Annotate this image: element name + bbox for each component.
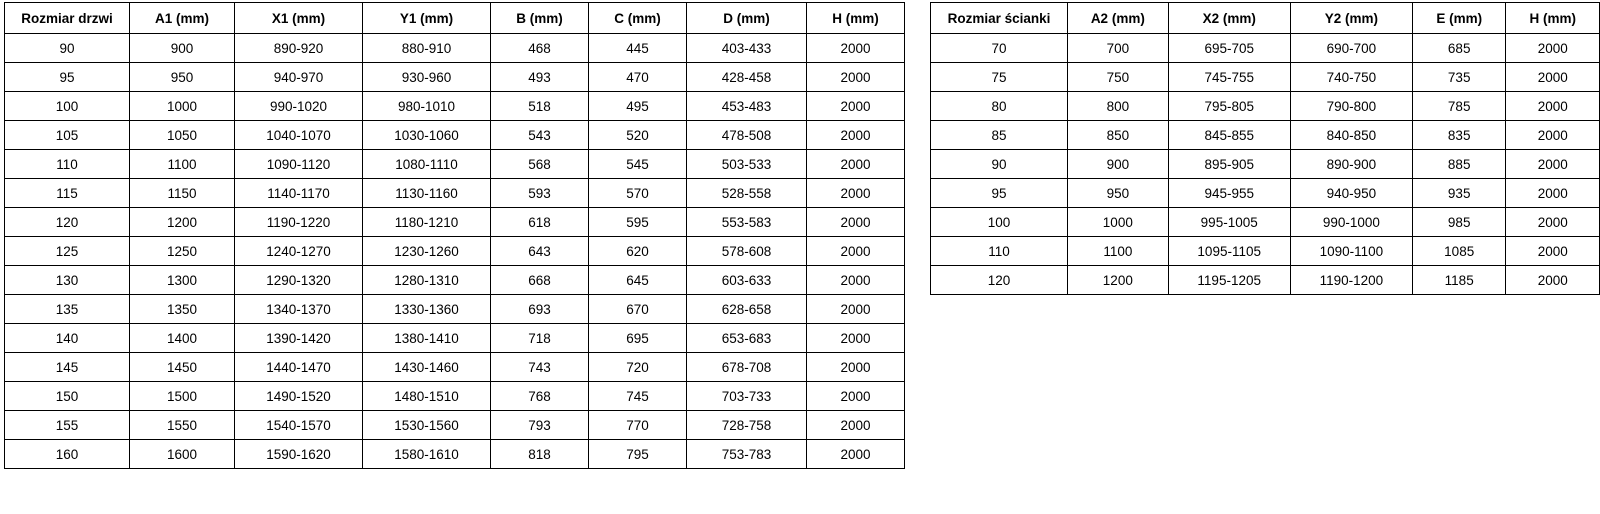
doors-cell: 115 xyxy=(5,179,130,208)
walls-column-header: X2 (mm) xyxy=(1168,3,1290,34)
doors-cell: 1440-1470 xyxy=(235,353,363,382)
walls-cell: 990-1000 xyxy=(1290,208,1412,237)
table-body xyxy=(931,34,1600,295)
walls-cell: 800 xyxy=(1068,92,1169,121)
table-row xyxy=(5,353,905,382)
doors-cell: 2000 xyxy=(807,92,905,121)
doors-cell: 1250 xyxy=(130,237,235,266)
doors-cell: 743 xyxy=(491,353,589,382)
doors-cell: 125 xyxy=(5,237,130,266)
doors-cell: 145 xyxy=(5,353,130,382)
walls-cell: 735 xyxy=(1412,63,1505,92)
walls-cell: 2000 xyxy=(1506,208,1600,237)
doors-cell: 1300 xyxy=(130,266,235,295)
doors-cell: 445 xyxy=(589,34,687,63)
doors-cell: 1130-1160 xyxy=(363,179,491,208)
walls-cell: 1185 xyxy=(1412,266,1505,295)
doors-cell: 1480-1510 xyxy=(363,382,491,411)
table-row xyxy=(5,179,905,208)
doors-cell: 900 xyxy=(130,34,235,63)
walls-cell: 940-950 xyxy=(1290,179,1412,208)
doors-cell: 478-508 xyxy=(687,121,807,150)
doors-cell: 403-433 xyxy=(687,34,807,63)
table-row xyxy=(5,324,905,353)
walls-cell: 695-705 xyxy=(1168,34,1290,63)
walls-column-header: Rozmiar ścianki xyxy=(931,3,1068,34)
doors-cell: 543 xyxy=(491,121,589,150)
walls-cell: 790-800 xyxy=(1290,92,1412,121)
doors-cell: 980-1010 xyxy=(363,92,491,121)
doors-cell: 1090-1120 xyxy=(235,150,363,179)
table-row xyxy=(5,208,905,237)
doors-cell: 2000 xyxy=(807,440,905,469)
doors-cell: 1080-1110 xyxy=(363,150,491,179)
walls-dimensions-table-container xyxy=(930,2,1600,295)
doors-cell: 428-458 xyxy=(687,63,807,92)
walls-cell: 950 xyxy=(1068,179,1169,208)
doors-cell: 1280-1310 xyxy=(363,266,491,295)
doors-column-header: B (mm) xyxy=(491,3,589,34)
doors-cell: 1530-1560 xyxy=(363,411,491,440)
table-row xyxy=(5,295,905,324)
doors-cell: 155 xyxy=(5,411,130,440)
walls-cell: 1200 xyxy=(1068,266,1169,295)
doors-cell: 503-533 xyxy=(687,150,807,179)
table-row xyxy=(931,121,1600,150)
doors-cell: 140 xyxy=(5,324,130,353)
walls-cell: 850 xyxy=(1068,121,1169,150)
walls-cell: 750 xyxy=(1068,63,1169,92)
doors-cell: 618 xyxy=(491,208,589,237)
table-row xyxy=(5,150,905,179)
walls-cell: 2000 xyxy=(1506,150,1600,179)
doors-cell: 453-483 xyxy=(687,92,807,121)
doors-cell: 1030-1060 xyxy=(363,121,491,150)
table-row xyxy=(931,179,1600,208)
table-row xyxy=(931,237,1600,266)
walls-cell: 100 xyxy=(931,208,1068,237)
doors-cell: 1190-1220 xyxy=(235,208,363,237)
doors-cell: 603-633 xyxy=(687,266,807,295)
walls-cell: 75 xyxy=(931,63,1068,92)
walls-cell: 2000 xyxy=(1506,121,1600,150)
doors-cell: 160 xyxy=(5,440,130,469)
doors-cell: 130 xyxy=(5,266,130,295)
doors-cell: 1000 xyxy=(130,92,235,121)
doors-cell: 2000 xyxy=(807,34,905,63)
doors-cell: 643 xyxy=(491,237,589,266)
doors-cell: 100 xyxy=(5,92,130,121)
doors-cell: 2000 xyxy=(807,382,905,411)
walls-cell: 2000 xyxy=(1506,266,1600,295)
doors-cell: 1540-1570 xyxy=(235,411,363,440)
doors-cell: 703-733 xyxy=(687,382,807,411)
doors-column-header: D (mm) xyxy=(687,3,807,34)
doors-cell: 1150 xyxy=(130,179,235,208)
table-row xyxy=(5,266,905,295)
walls-column-header: H (mm) xyxy=(1506,3,1600,34)
table-body xyxy=(5,34,905,469)
doors-cell: 930-960 xyxy=(363,63,491,92)
doors-cell: 1590-1620 xyxy=(235,440,363,469)
doors-cell: 990-1020 xyxy=(235,92,363,121)
doors-cell: 2000 xyxy=(807,179,905,208)
table-header-row xyxy=(931,3,1600,34)
doors-cell: 1430-1460 xyxy=(363,353,491,382)
doors-cell: 818 xyxy=(491,440,589,469)
walls-column-header: Y2 (mm) xyxy=(1290,3,1412,34)
doors-cell: 568 xyxy=(491,150,589,179)
walls-cell: 1095-1105 xyxy=(1168,237,1290,266)
doors-column-header: C (mm) xyxy=(589,3,687,34)
doors-cell: 593 xyxy=(491,179,589,208)
walls-cell: 120 xyxy=(931,266,1068,295)
walls-cell: 90 xyxy=(931,150,1068,179)
doors-cell: 1600 xyxy=(130,440,235,469)
table-row xyxy=(5,382,905,411)
doors-cell: 520 xyxy=(589,121,687,150)
doors-cell: 470 xyxy=(589,63,687,92)
doors-cell: 1550 xyxy=(130,411,235,440)
walls-cell: 795-805 xyxy=(1168,92,1290,121)
table-row xyxy=(931,266,1600,295)
walls-cell: 2000 xyxy=(1506,237,1600,266)
doors-cell: 678-708 xyxy=(687,353,807,382)
walls-cell: 985 xyxy=(1412,208,1505,237)
doors-cell: 1580-1610 xyxy=(363,440,491,469)
doors-cell: 2000 xyxy=(807,353,905,382)
walls-cell: 945-955 xyxy=(1168,179,1290,208)
doors-cell: 135 xyxy=(5,295,130,324)
doors-cell: 2000 xyxy=(807,266,905,295)
walls-cell: 835 xyxy=(1412,121,1505,150)
doors-cell: 90 xyxy=(5,34,130,63)
doors-cell: 553-583 xyxy=(687,208,807,237)
doors-cell: 670 xyxy=(589,295,687,324)
doors-cell: 1230-1260 xyxy=(363,237,491,266)
doors-cell: 718 xyxy=(491,324,589,353)
doors-cell: 768 xyxy=(491,382,589,411)
doors-cell: 2000 xyxy=(807,237,905,266)
walls-cell: 2000 xyxy=(1506,179,1600,208)
table-row xyxy=(5,34,905,63)
doors-cell: 890-920 xyxy=(235,34,363,63)
doors-cell: 2000 xyxy=(807,324,905,353)
table-row xyxy=(931,208,1600,237)
doors-cell: 1500 xyxy=(130,382,235,411)
doors-cell: 495 xyxy=(589,92,687,121)
doors-cell: 95 xyxy=(5,63,130,92)
walls-cell: 2000 xyxy=(1506,92,1600,121)
walls-cell: 95 xyxy=(931,179,1068,208)
doors-cell: 518 xyxy=(491,92,589,121)
doors-cell: 110 xyxy=(5,150,130,179)
walls-cell: 1195-1205 xyxy=(1168,266,1290,295)
doors-cell: 620 xyxy=(589,237,687,266)
doors-cell: 595 xyxy=(589,208,687,237)
walls-cell: 110 xyxy=(931,237,1068,266)
doors-dimensions-table-container xyxy=(4,2,905,469)
walls-column-header: E (mm) xyxy=(1412,3,1505,34)
doors-cell: 693 xyxy=(491,295,589,324)
doors-cell: 1380-1410 xyxy=(363,324,491,353)
doors-column-header: X1 (mm) xyxy=(235,3,363,34)
table-row xyxy=(5,411,905,440)
doors-cell: 1200 xyxy=(130,208,235,237)
doors-cell: 628-658 xyxy=(687,295,807,324)
walls-cell: 685 xyxy=(1412,34,1505,63)
walls-cell: 885 xyxy=(1412,150,1505,179)
doors-cell: 570 xyxy=(589,179,687,208)
walls-cell: 890-900 xyxy=(1290,150,1412,179)
walls-cell: 1000 xyxy=(1068,208,1169,237)
doors-cell: 940-970 xyxy=(235,63,363,92)
walls-cell: 745-755 xyxy=(1168,63,1290,92)
table-row xyxy=(5,63,905,92)
doors-cell: 2000 xyxy=(807,295,905,324)
doors-cell: 2000 xyxy=(807,150,905,179)
doors-cell: 1390-1420 xyxy=(235,324,363,353)
doors-cell: 745 xyxy=(589,382,687,411)
walls-cell: 2000 xyxy=(1506,34,1600,63)
doors-cell: 2000 xyxy=(807,411,905,440)
doors-cell: 795 xyxy=(589,440,687,469)
doors-column-header: Rozmiar drzwi xyxy=(5,3,130,34)
table-row xyxy=(5,121,905,150)
doors-cell: 1180-1210 xyxy=(363,208,491,237)
doors-cell: 1330-1360 xyxy=(363,295,491,324)
table-row xyxy=(5,92,905,121)
table-row xyxy=(931,92,1600,121)
walls-cell: 895-905 xyxy=(1168,150,1290,179)
doors-cell: 493 xyxy=(491,63,589,92)
doors-cell: 770 xyxy=(589,411,687,440)
doors-cell: 468 xyxy=(491,34,589,63)
walls-cell: 70 xyxy=(931,34,1068,63)
doors-cell: 728-758 xyxy=(687,411,807,440)
doors-column-header: A1 (mm) xyxy=(130,3,235,34)
doors-cell: 1100 xyxy=(130,150,235,179)
doors-cell: 1350 xyxy=(130,295,235,324)
doors-cell: 653-683 xyxy=(687,324,807,353)
doors-cell: 1450 xyxy=(130,353,235,382)
doors-cell: 120 xyxy=(5,208,130,237)
doors-cell: 1240-1270 xyxy=(235,237,363,266)
doors-cell: 753-783 xyxy=(687,440,807,469)
walls-cell: 900 xyxy=(1068,150,1169,179)
doors-cell: 545 xyxy=(589,150,687,179)
table-row xyxy=(5,237,905,266)
table-header-row xyxy=(5,3,905,34)
table-row xyxy=(931,34,1600,63)
table-row xyxy=(5,440,905,469)
doors-cell: 695 xyxy=(589,324,687,353)
walls-dimensions-table xyxy=(930,2,1600,295)
walls-cell: 1085 xyxy=(1412,237,1505,266)
walls-cell: 80 xyxy=(931,92,1068,121)
doors-column-header: Y1 (mm) xyxy=(363,3,491,34)
doors-cell: 2000 xyxy=(807,63,905,92)
walls-cell: 1090-1100 xyxy=(1290,237,1412,266)
doors-cell: 1490-1520 xyxy=(235,382,363,411)
doors-cell: 880-910 xyxy=(363,34,491,63)
doors-cell: 645 xyxy=(589,266,687,295)
walls-cell: 2000 xyxy=(1506,63,1600,92)
walls-cell: 845-855 xyxy=(1168,121,1290,150)
walls-cell: 690-700 xyxy=(1290,34,1412,63)
doors-cell: 1340-1370 xyxy=(235,295,363,324)
doors-cell: 578-608 xyxy=(687,237,807,266)
walls-cell: 85 xyxy=(931,121,1068,150)
doors-cell: 1040-1070 xyxy=(235,121,363,150)
walls-cell: 700 xyxy=(1068,34,1169,63)
walls-cell: 935 xyxy=(1412,179,1505,208)
doors-column-header: H (mm) xyxy=(807,3,905,34)
doors-cell: 668 xyxy=(491,266,589,295)
doors-dimensions-table xyxy=(4,2,905,469)
table-row xyxy=(931,63,1600,92)
walls-column-header: A2 (mm) xyxy=(1068,3,1169,34)
doors-cell: 528-558 xyxy=(687,179,807,208)
doors-cell: 105 xyxy=(5,121,130,150)
walls-cell: 1190-1200 xyxy=(1290,266,1412,295)
walls-cell: 840-850 xyxy=(1290,121,1412,150)
doors-cell: 150 xyxy=(5,382,130,411)
doors-cell: 1050 xyxy=(130,121,235,150)
doors-cell: 793 xyxy=(491,411,589,440)
walls-cell: 785 xyxy=(1412,92,1505,121)
doors-cell: 1140-1170 xyxy=(235,179,363,208)
walls-cell: 740-750 xyxy=(1290,63,1412,92)
doors-cell: 2000 xyxy=(807,121,905,150)
doors-cell: 1400 xyxy=(130,324,235,353)
walls-cell: 1100 xyxy=(1068,237,1169,266)
table-row xyxy=(931,150,1600,179)
doors-cell: 720 xyxy=(589,353,687,382)
walls-cell: 995-1005 xyxy=(1168,208,1290,237)
doors-cell: 1290-1320 xyxy=(235,266,363,295)
doors-cell: 950 xyxy=(130,63,235,92)
doors-cell: 2000 xyxy=(807,208,905,237)
